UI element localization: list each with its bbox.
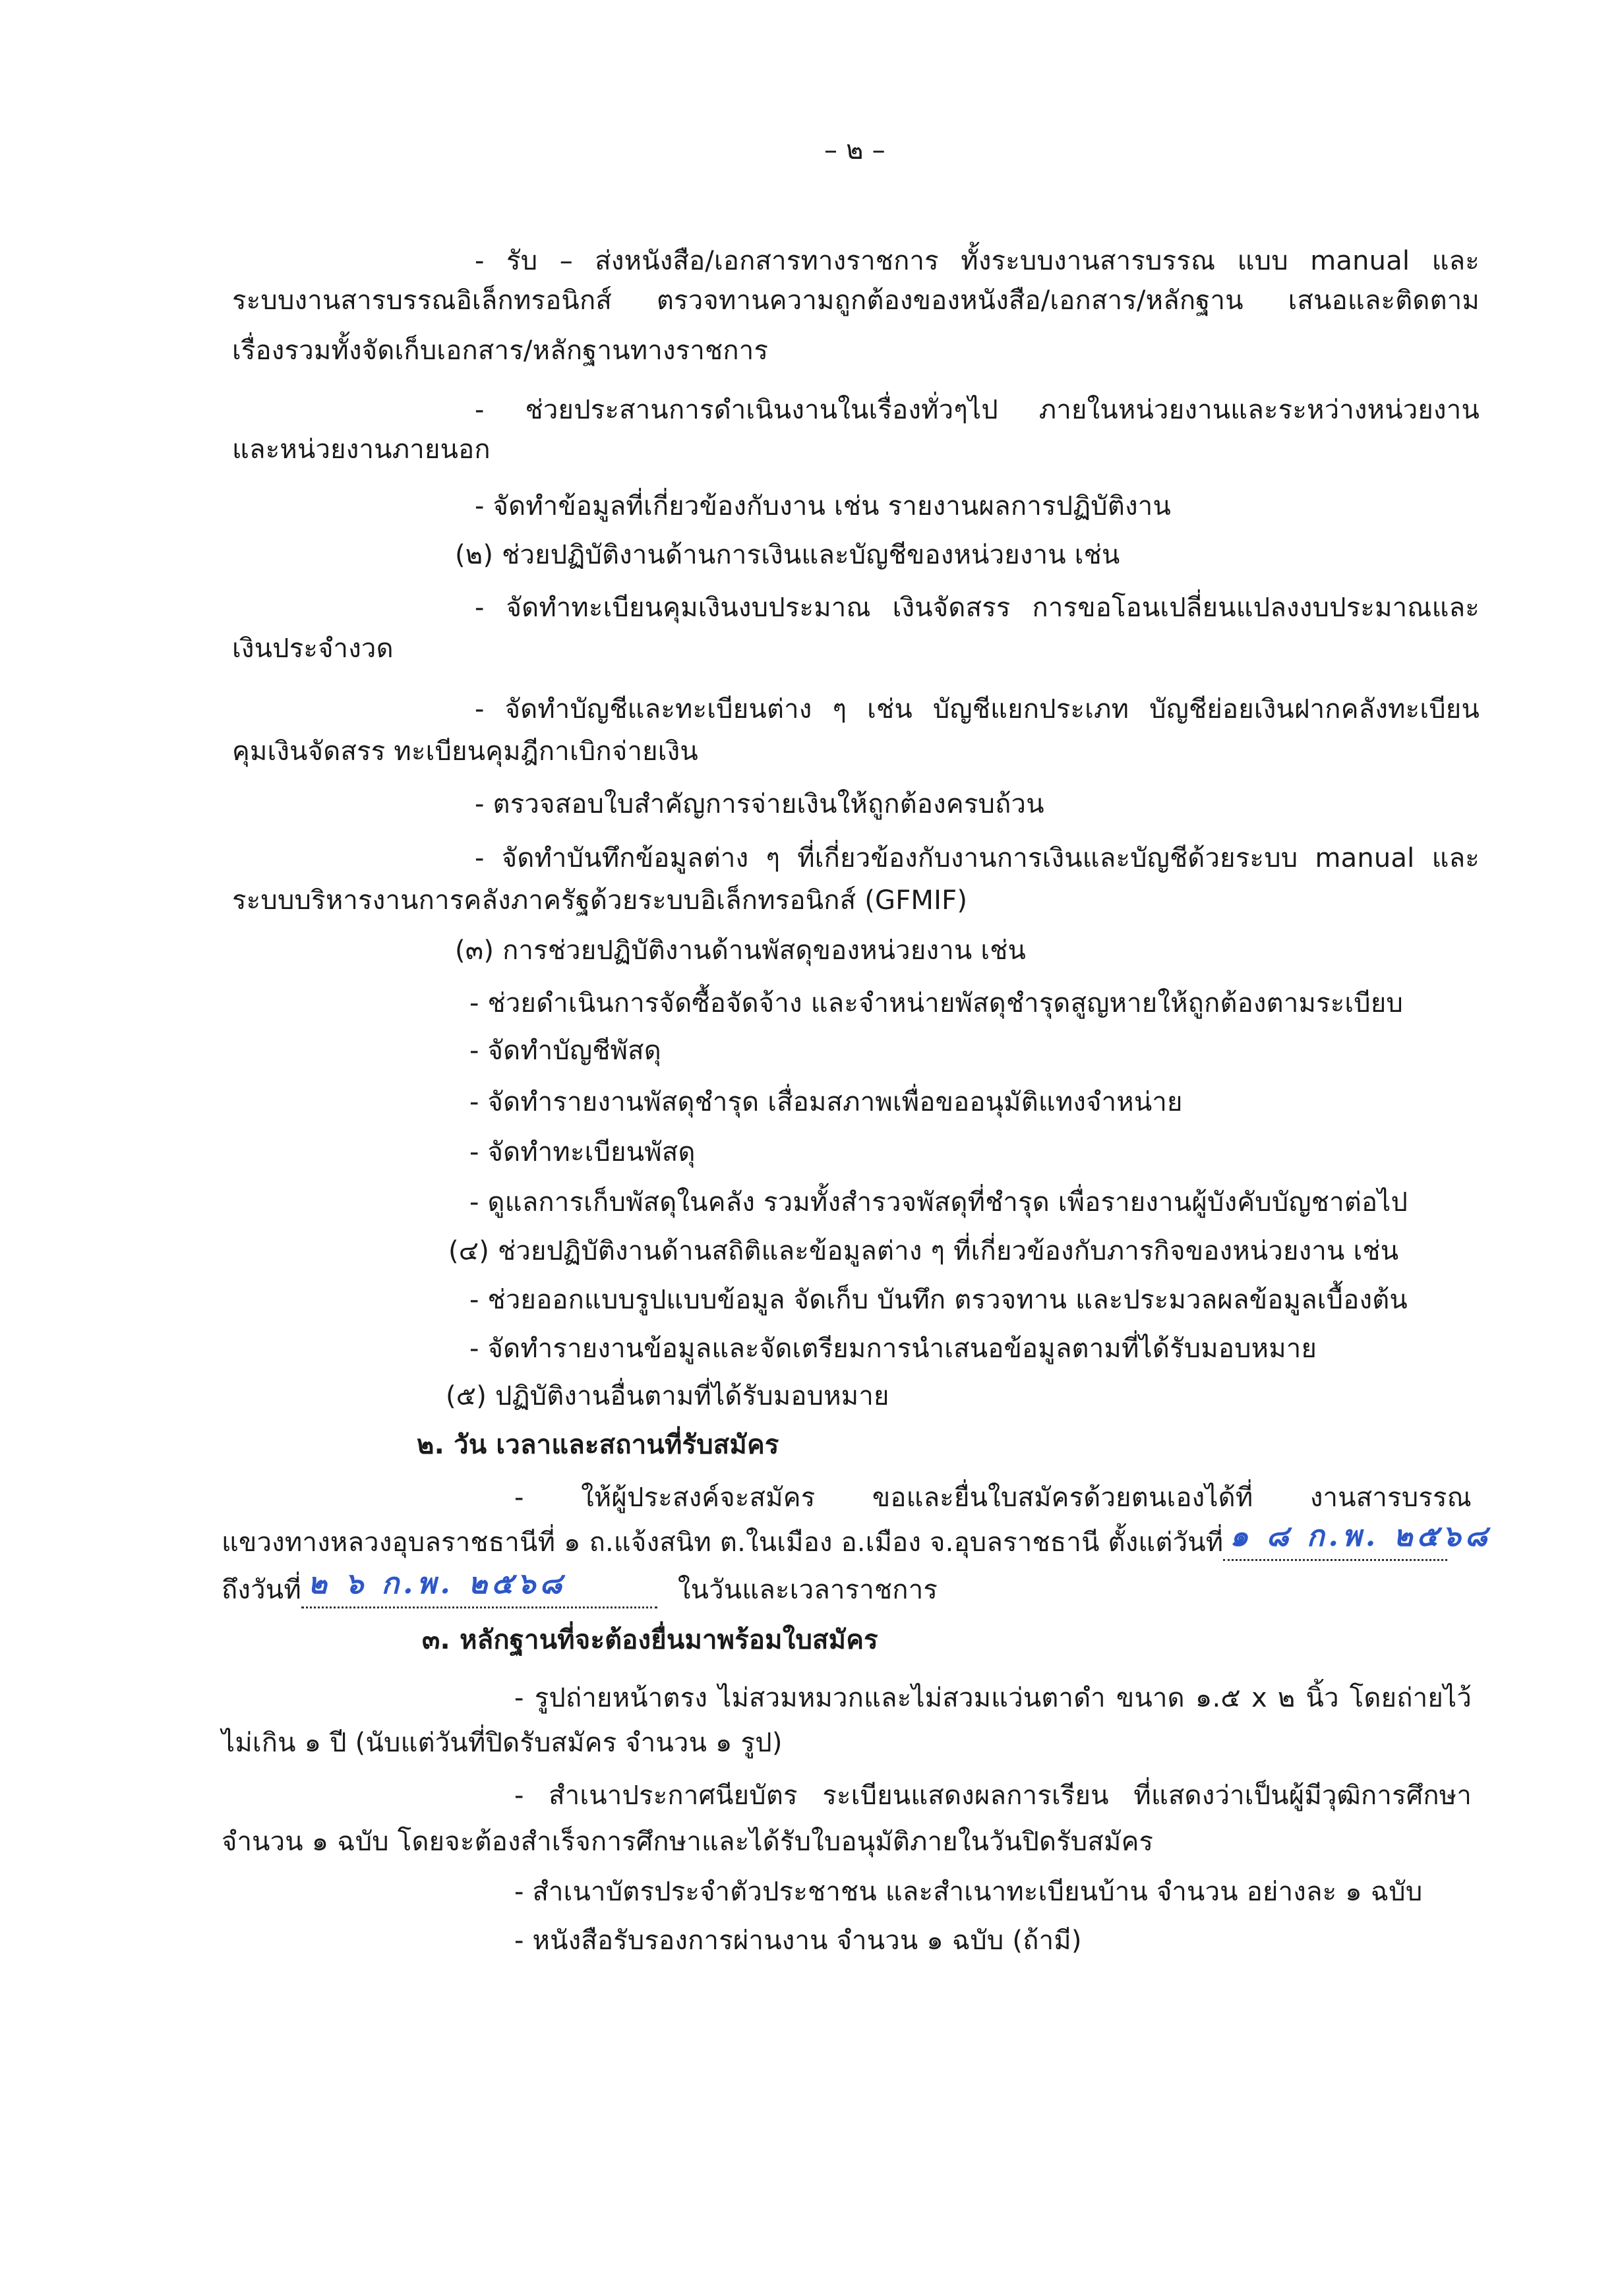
start-date-field bbox=[1223, 1519, 1491, 1561]
body-line: และหน่วยงานภายนอก bbox=[232, 434, 491, 465]
bullet-line: - ให้ผู้ประสงค์จะสมัคร ขอและยื่นใบสมัครด้วยตนเองได้ที่ งานสารบรรณ bbox=[514, 1483, 1472, 1513]
page-number: – ๒ – bbox=[824, 135, 885, 165]
bullet-line: - ตรวจสอบใบสำคัญการจ่ายเงินให้ถูกต้องครบถ้วน bbox=[475, 789, 1044, 819]
section-heading: ๓. หลักฐานที่จะต้องยื่นมาพร้อมใบสมัคร bbox=[422, 1625, 878, 1655]
body-line-end-date bbox=[222, 1567, 938, 1608]
office-hours-text: ในวันและเวลาราชการ bbox=[677, 1575, 938, 1605]
body-line: ระบบบริหารงานการคลังภาครัฐด้วยระบบอิเล็กทรอนิกส์ (GFMIF) bbox=[232, 885, 968, 916]
bullet-line: - ช่วยออกแบบรูปแบบข้อมูล จัดเก็บ บันทึก ตรวจทาน และประมวลผลข้อมูลเบื้องต้น bbox=[469, 1285, 1408, 1315]
bullet-line: - จัดทำข้อมูลที่เกี่ยวข้องกับงาน เช่น รายงานผลการปฏิบัติงาน bbox=[475, 491, 1172, 521]
bullet-line: - สำเนาบัตรประจำตัวประชาชน และสำเนาทะเบียนบ้าน จำนวน อย่างละ ๑ ฉบับ bbox=[514, 1877, 1423, 1907]
numbered-item: (๔) ช่วยปฏิบัติงานด้านสถิติและข้อมูลต่าง ๆ ที่เกี่ยวข้องกับภารกิจของหน่วยงาน เช่น bbox=[448, 1236, 1399, 1266]
body-line: เงินประจำงวด bbox=[232, 633, 394, 664]
handwritten-start-date: ๑ ๘ ก.พ. ๒๕๖๘ bbox=[1230, 1519, 1491, 1553]
numbered-item: (๕) ปฏิบัติงานอื่นตามที่ได้รับมอบหมาย bbox=[446, 1381, 889, 1411]
bullet-line: - ช่วยประสานการดำเนินงานในเรื่องทั่วๆไป ภายในหน่วยงานและระหว่างหน่วยงาน bbox=[475, 395, 1480, 425]
end-date-label: ถึงวันที่ bbox=[222, 1575, 301, 1605]
bullet-line: - ดูแลการเก็บพัสดุในคลัง รวมทั้งสำรวจพัสดุที่ชำรุด เพื่อรายงานผู้บังคับบัญชาต่อไป bbox=[469, 1187, 1408, 1218]
body-line-start-date bbox=[222, 1519, 1491, 1561]
bullet-line: - รับ – ส่งหนังสือ/เอกสารทางราชการ ทั้งระบบงานสารบรรณ แบบ manual และ bbox=[475, 246, 1480, 276]
bullet-line: - จัดทำบัญชีและทะเบียนต่าง ๆ เช่น บัญชีแยกประเภท บัญชีย่อยเงินฝากคลังทะเบียน bbox=[475, 694, 1480, 724]
handwritten-end-date: ๒ ๖ ก.พ. ๒๕๖๘ bbox=[307, 1567, 566, 1601]
numbered-item: (๒) ช่วยปฏิบัติงานด้านการเงินและบัญชีของหน่วยงาน เช่น bbox=[455, 540, 1120, 570]
body-line: ไม่เกิน ๑ ปี (นับแต่วันที่ปิดรับสมัคร จำนวน ๑ รูป) bbox=[222, 1728, 783, 1758]
bullet-line: - หนังสือรับรองการผ่านงาน จำนวน ๑ ฉบับ (ถ้ามี) bbox=[514, 1926, 1082, 1956]
bullet-line: - จัดทำรายงานข้อมูลและจัดเตรียมการนำเสนอข้อมูลตามที่ได้รับมอบหมาย bbox=[469, 1334, 1317, 1364]
body-line: จำนวน ๑ ฉบับ โดยจะต้องสำเร็จการศึกษาและได้รับใบอนุมัติภายในวันปิดรับสมัคร bbox=[222, 1827, 1154, 1857]
bullet-line: - จัดทำบัญชีพัสดุ bbox=[469, 1036, 661, 1066]
start-date-label: แขวงทางหลวงอุบลราชธานีที่ ๑ ถ.แจ้งสนิท ต.ในเมือง อ.เมือง จ.อุบลราชธานี ตั้งแต่วันที่ bbox=[222, 1527, 1224, 1558]
body-line: ระบบงานสารบรรณอิเล็กทรอนิกส์ ตรวจทานความถูกต้องของหนังสือ/เอกสาร/หลักฐาน เสนอและติดตาม bbox=[232, 285, 1480, 316]
bullet-line: - รูปถ่ายหน้าตรง ไม่สวมหมวกและไม่สวมแว่นตาดำ ขนาด ๑.๕ x ๒ นิ้ว โดยถ่ายไว้ bbox=[514, 1683, 1472, 1713]
bullet-line: - จัดทำทะเบียนคุมเงินงบประมาณ เงินจัดสรร การขอโอนเปลี่ยนแปลงงบประมาณและ bbox=[475, 593, 1480, 623]
body-line: คุมเงินจัดสรร ทะเบียนคุมฎีกาเบิกจ่ายเงิน bbox=[232, 736, 698, 767]
body-line: เรื่องรวมทั้งจัดเก็บเอกสาร/หลักฐานทางราชการ bbox=[232, 336, 769, 366]
bullet-line: - จัดทำทะเบียนพัสดุ bbox=[469, 1137, 696, 1167]
bullet-line: - จัดทำรายงานพัสดุชำรุด เสื่อมสภาพเพื่อขออนุมัติแทงจำหน่าย bbox=[469, 1087, 1183, 1117]
end-date-field bbox=[301, 1567, 657, 1608]
bullet-line: - จัดทำบันทึกข้อมูลต่าง ๆ ที่เกี่ยวข้องกับงานการเงินและบัญชีด้วยระบบ manual และ bbox=[475, 843, 1480, 873]
bullet-line: - สำเนาประกาศนียบัตร ระเบียนแสดงผลการเรียน ที่แสดงว่าเป็นผู้มีวุฒิการศึกษา bbox=[514, 1781, 1472, 1811]
section-heading: ๒. วัน เวลาและสถานที่รับสมัคร bbox=[417, 1430, 779, 1460]
numbered-item: (๓) การช่วยปฏิบัติงานด้านพัสดุของหน่วยงาน เช่น bbox=[455, 935, 1027, 966]
bullet-line: - ช่วยดำเนินการจัดซื้อจัดจ้าง และจำหน่ายพัสดุชำรุดสูญหายให้ถูกต้องตามระเบียบ bbox=[469, 988, 1404, 1018]
